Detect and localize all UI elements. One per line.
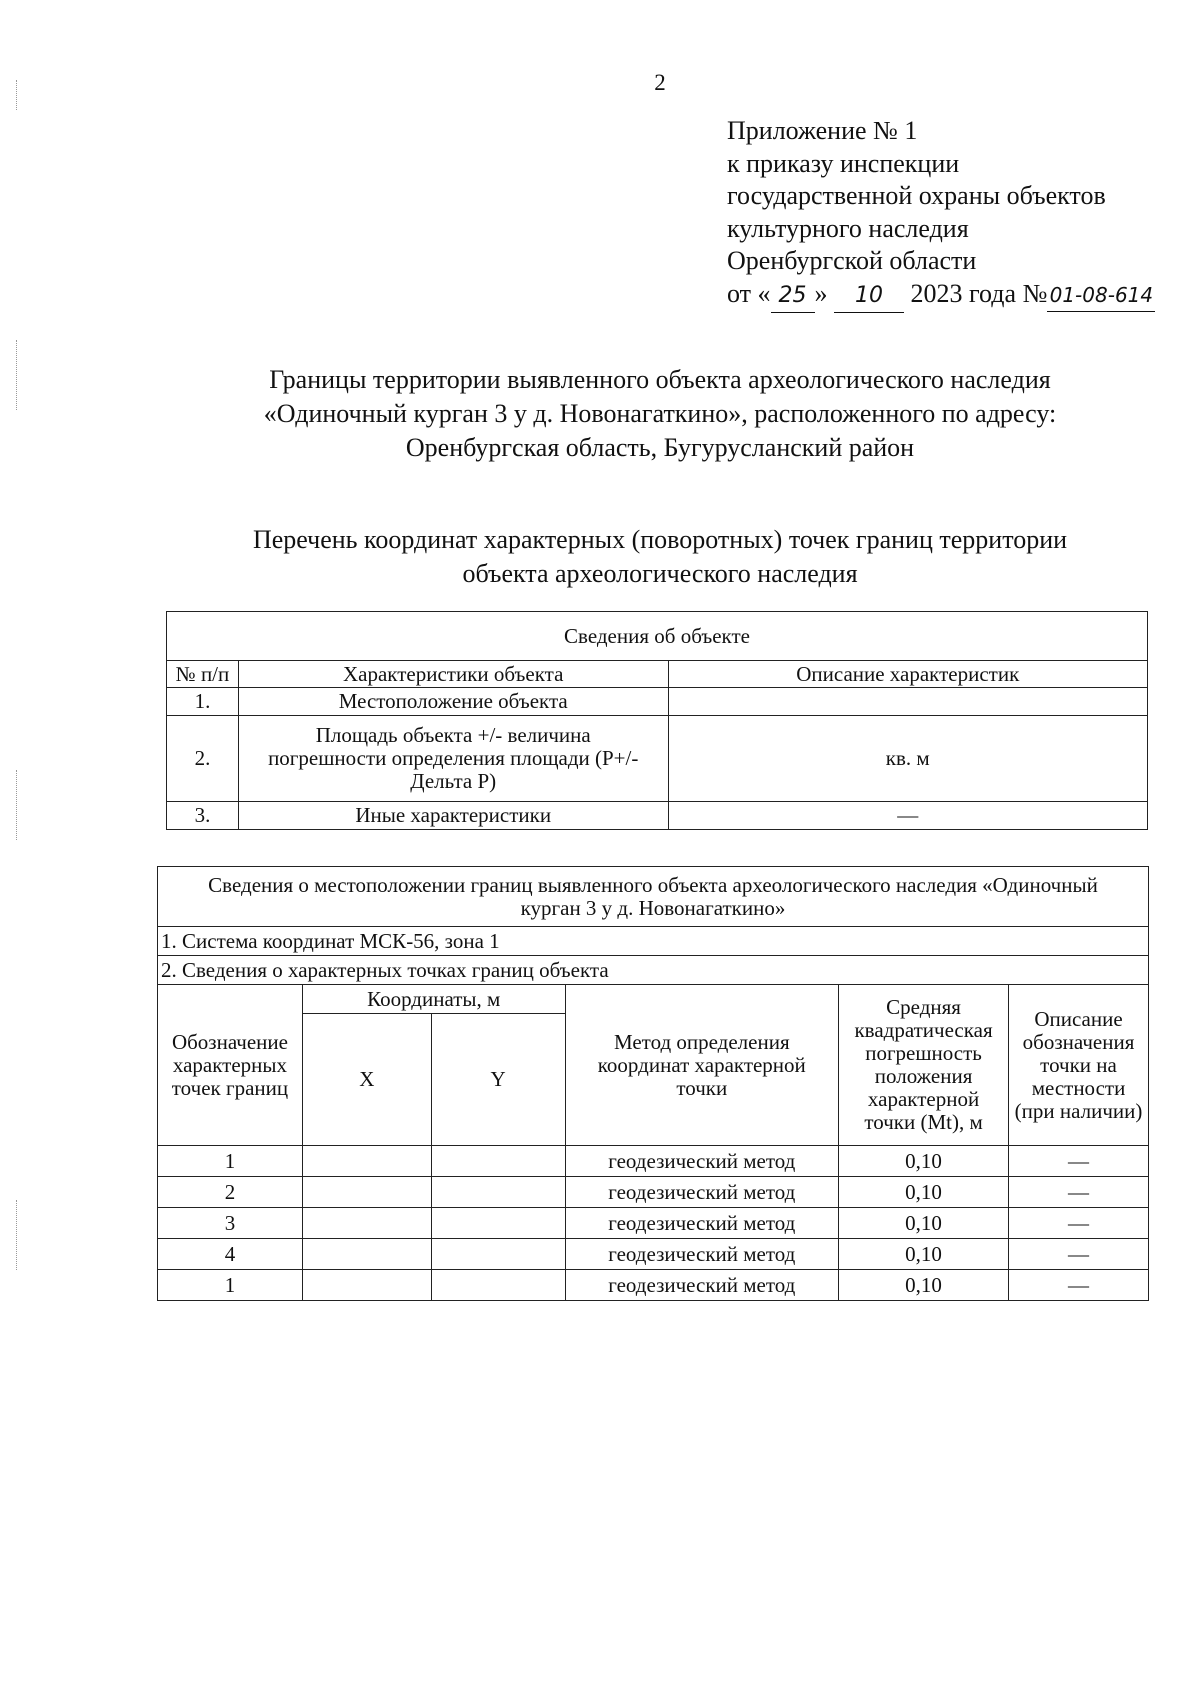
object-info-table	[166, 611, 1148, 830]
scan-margin-mark	[16, 770, 18, 840]
row-name: Местоположение объекта	[238, 688, 668, 716]
table-caption: Сведения об объекте	[167, 612, 1148, 661]
coordinate-system: 1. Система координат МСК-56, зона 1	[158, 927, 1149, 956]
cell-error: 0,10	[839, 1146, 1009, 1177]
table-row	[158, 1270, 1149, 1301]
header-x: X	[302, 1014, 431, 1146]
table-row	[158, 1239, 1149, 1270]
cell-point: 4	[158, 1239, 303, 1270]
section-heading: 2. Сведения о характерных точках границ объекта	[158, 956, 1149, 985]
cell-y	[431, 1239, 565, 1270]
row-name: Иные характеристики	[238, 802, 668, 830]
row-number: 1.	[167, 688, 239, 716]
column-header: № п/п	[167, 661, 239, 688]
table-caption: Сведения о местоположении границ выявленного объекта археологического наследия «Одиночный курган 3 у д. Новонагаткино»	[158, 867, 1149, 927]
document-title	[0, 363, 1200, 465]
header-designation: Обозначение характерных точек границ	[158, 985, 303, 1146]
document-subtitle	[0, 523, 1200, 591]
table-row	[158, 1177, 1149, 1208]
date-mid: »	[814, 278, 828, 308]
date-prefix: от «	[727, 278, 771, 308]
table-row	[158, 1146, 1149, 1177]
cell-desc: —	[1009, 1146, 1149, 1177]
cell-y	[431, 1208, 565, 1239]
cell-x	[302, 1239, 431, 1270]
title-line: Оренбургская область, Бугурусланский район	[405, 433, 915, 462]
handwritten-month: 10	[834, 280, 904, 314]
row-desc: кв. м	[668, 716, 1148, 802]
cell-x	[302, 1270, 431, 1301]
cell-x	[302, 1177, 431, 1208]
cell-method: геодезический метод	[565, 1177, 839, 1208]
header-description: Описание обозначения точки на местности (при наличии)	[1009, 985, 1149, 1146]
row-number: 2.	[167, 716, 239, 802]
table-row	[167, 716, 1148, 802]
boundary-points-table	[157, 866, 1149, 1301]
date-year: 2023 года №	[910, 278, 1048, 308]
cell-error: 0,10	[839, 1177, 1009, 1208]
subtitle-line: объекта археологического наследия	[462, 559, 858, 588]
cell-y	[431, 1146, 565, 1177]
cell-method: геодезический метод	[565, 1239, 839, 1270]
row-desc: —	[668, 802, 1148, 830]
cell-error: 0,10	[839, 1208, 1009, 1239]
column-header: Описание характеристик	[668, 661, 1148, 688]
cell-y	[431, 1177, 565, 1208]
row-desc	[668, 688, 1148, 716]
row-number: 3.	[167, 802, 239, 830]
scan-margin-mark	[16, 1200, 18, 1270]
cell-error: 0,10	[839, 1239, 1009, 1270]
header-method: Метод определения координат характерной точки	[565, 985, 839, 1146]
cell-desc: —	[1009, 1208, 1149, 1239]
appendix-line: культурного наследия	[727, 213, 969, 243]
row-name: Площадь объекта +/- величина погрешности определения площади (Р+/- Дельта Р)	[238, 716, 668, 802]
appendix-line: к приказу инспекции	[727, 148, 960, 178]
cell-desc: —	[1009, 1270, 1149, 1301]
cell-x	[302, 1146, 431, 1177]
cell-method: геодезический метод	[565, 1146, 839, 1177]
title-line: «Одиночный курган 3 у д. Новонагаткино», расположенного по адресу:	[263, 399, 1057, 428]
appendix-line: Приложение № 1	[727, 116, 918, 145]
cell-point: 1	[158, 1270, 303, 1301]
header-error: Средняя квадратическая погрешность положения характерной точки (Mt), м	[839, 985, 1009, 1146]
title-line: Границы территории выявленного объекта археологического наследия	[269, 365, 1051, 394]
cell-y	[431, 1270, 565, 1301]
handwritten-day: 25	[771, 280, 815, 314]
appendix-line: Оренбургской области	[727, 246, 977, 275]
cell-error: 0,10	[839, 1270, 1009, 1301]
handwritten-order-number: 01-08-614	[1047, 279, 1155, 313]
cell-desc: —	[1009, 1239, 1149, 1270]
subtitle-line: Перечень координат характерных (поворотных) точек границ территории	[252, 525, 1068, 554]
cell-desc: —	[1009, 1177, 1149, 1208]
appendix-date-line	[727, 278, 1155, 314]
cell-method: геодезический метод	[565, 1270, 839, 1301]
cell-point: 1	[158, 1146, 303, 1177]
appendix-line: государственной охраны объектов	[727, 181, 1106, 210]
header-y: Y	[431, 1014, 565, 1146]
column-header: Характеристики объекта	[238, 661, 668, 688]
page-number: 2	[654, 70, 666, 95]
appendix-block	[727, 115, 1155, 313]
cell-method: геодезический метод	[565, 1208, 839, 1239]
cell-x	[302, 1208, 431, 1239]
table-row	[167, 802, 1148, 830]
cell-point: 3	[158, 1208, 303, 1239]
table-row	[158, 1208, 1149, 1239]
header-coordinates: Координаты, м	[302, 985, 565, 1014]
cell-point: 2	[158, 1177, 303, 1208]
table-row	[167, 688, 1148, 716]
